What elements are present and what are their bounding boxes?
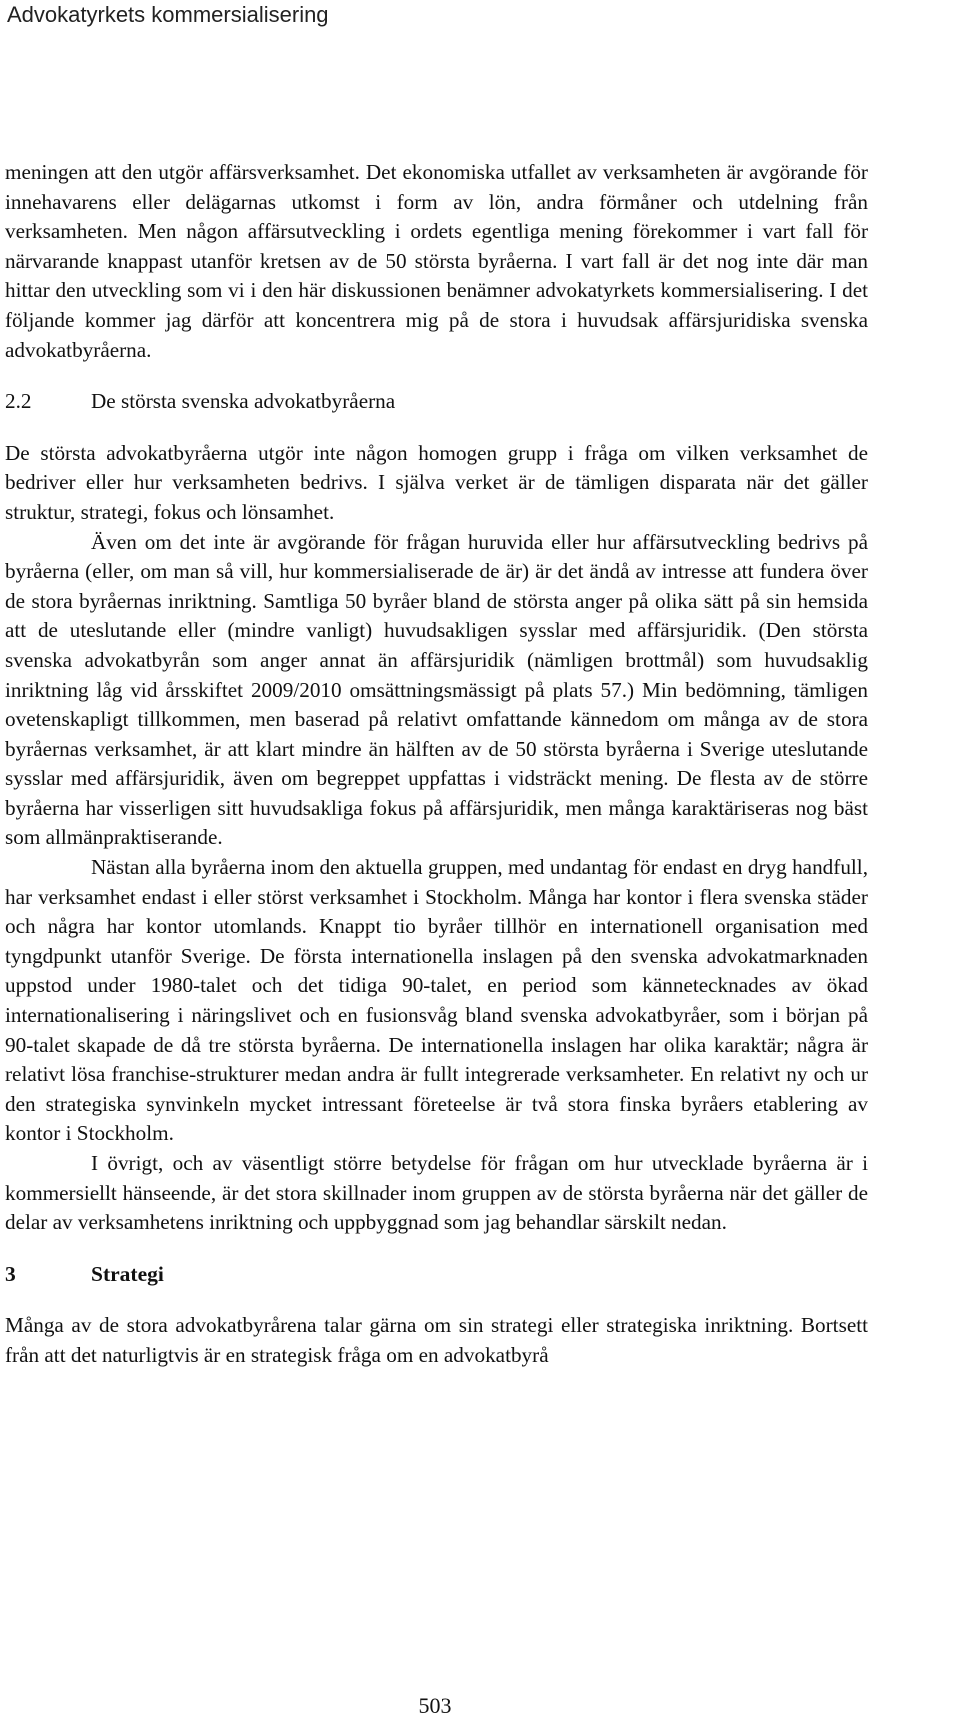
section-number: 3: [5, 1261, 16, 1286]
spacer: [5, 1289, 868, 1311]
paragraph-6: Många av de stora advokatbyrårena talar gärna om sin strategi eller strategiska inriktning. Bortsett från att det naturligtvis är en strategisk fråga om en advokatbyrå: [5, 1313, 868, 1367]
running-header: Advokatyrkets kommersialisering: [7, 2, 329, 27]
paragraph-1: meningen att den utgör affärsverksamhet. Det ekonomiska utfallet av verksamheten är avgörande för innehavarens eller delägarnas utkomst i form av lön, andra förmåner och utdelning från verksamheten. Men någon affärsutveckling i ordets egentliga mening förekommer i vart fall för närvarande knappast utanför kretsen av de 50 största byråerna. I vart fall är det nog inte där man hittar den utveckling som vi i den här diskussionen benämner advokatyrkets kommersialisering. I det följande kommer jag därför att koncentrera mig på de stora i huvudsak affärsjuridiska svenska advokatbyråerna.: [5, 160, 868, 362]
section-heading-3: [5, 1260, 868, 1290]
paragraph-2: De största advokatbyråerna utgör inte någon homogen grupp i fråga om vilken verksamhet de bedriver eller hur verksamheten bedrivs. I själva verket är de tämligen disparata när det gäller struktur, strategi, fokus och lönsamhet.: [5, 440, 868, 524]
paragraph-3: Även om det inte är avgörande för frågan huruvida eller hur affärsutveckling bedrivs på byråerna (eller, om man så vill, hur kommersialiserade de är) är det ändå av intresse att fundera över de stora byråernas inriktning. Samtliga 50 byråer bland de största anger på olika sätt på sin hemsida att de uteslutande eller (mindre vanligt) huvudsakligen sysslar med affärsjuridik. (Den största svenska advokatbyrån som anger annat än affärsjuridik (nämligen brottmål) som huvudsaklig inriktning låg vid årsskiftet 2009/2010 omsättningsmässigt på plats 57.) Min bedömning, tämligen ovetenskapligt tillkommen, men baserad på relativt omfattande kännedom om många av de stora byråernas verksamhet, är att klart mindre än hälften av de 50 största byråerna i Sverige uteslutande sysslar med affärsjuridik, även om begreppet uppfattas i vidsträckt mening. De flesta av de större byråerna har visserligen sitt huvudsakliga fokus på affärsjuridik, men många karaktäriseras nog bäst som allmänpraktiserande.: [5, 529, 868, 850]
page-body: [5, 158, 868, 1371]
section-heading-2-2: [5, 387, 868, 417]
section-title: Strategi: [91, 1261, 164, 1286]
page-number: 503: [418, 1693, 452, 1718]
spacer: [5, 417, 868, 439]
section-number: 2.2: [5, 389, 32, 414]
section-title: De största svenska advokatbyråerna: [91, 389, 396, 414]
spacer: [5, 365, 868, 387]
spacer: [5, 1238, 868, 1260]
paragraph-4: Nästan alla byråerna inom den aktuella gruppen, med undantag för endast en dryg handfull, har verksamhet endast i eller störst verksamhet i Stockholm. Många har kontor i flera svenska städer och några har kontor utomlands. Knappt tio byråer tillhör en internationell organisation med tyngdpunkt utanför Sverige. De första internationella inslagen på den svenska advokatmarknaden uppstod under 1980-talet och det tidiga 90-talet, en period som kännetecknades av ökad internationalisering i näringslivet och en fusionsvåg bland svenska advokatbyråer, som i början på 90-talet skapade de då tre största byråerna. De internationella inslagen har olika karaktär; några är relativt lösa franchise-strukturer medan andra är fullt integrerade verksamheter. En relativt ny och ur den strategiska synvinkeln mycket intressant företeelse är två stora finska byråers etablering av kontor i Stockholm.: [5, 855, 868, 1146]
paragraph-5: I övrigt, och av väsentligt större betydelse för frågan om hur utvecklade byråerna är i kommersiellt hänseende, är det stora skillnader inom gruppen av de största byråerna när det gäller de delar av verksamhetens inriktning och uppbyggnad som jag behandlar särskilt nedan.: [5, 1151, 868, 1235]
